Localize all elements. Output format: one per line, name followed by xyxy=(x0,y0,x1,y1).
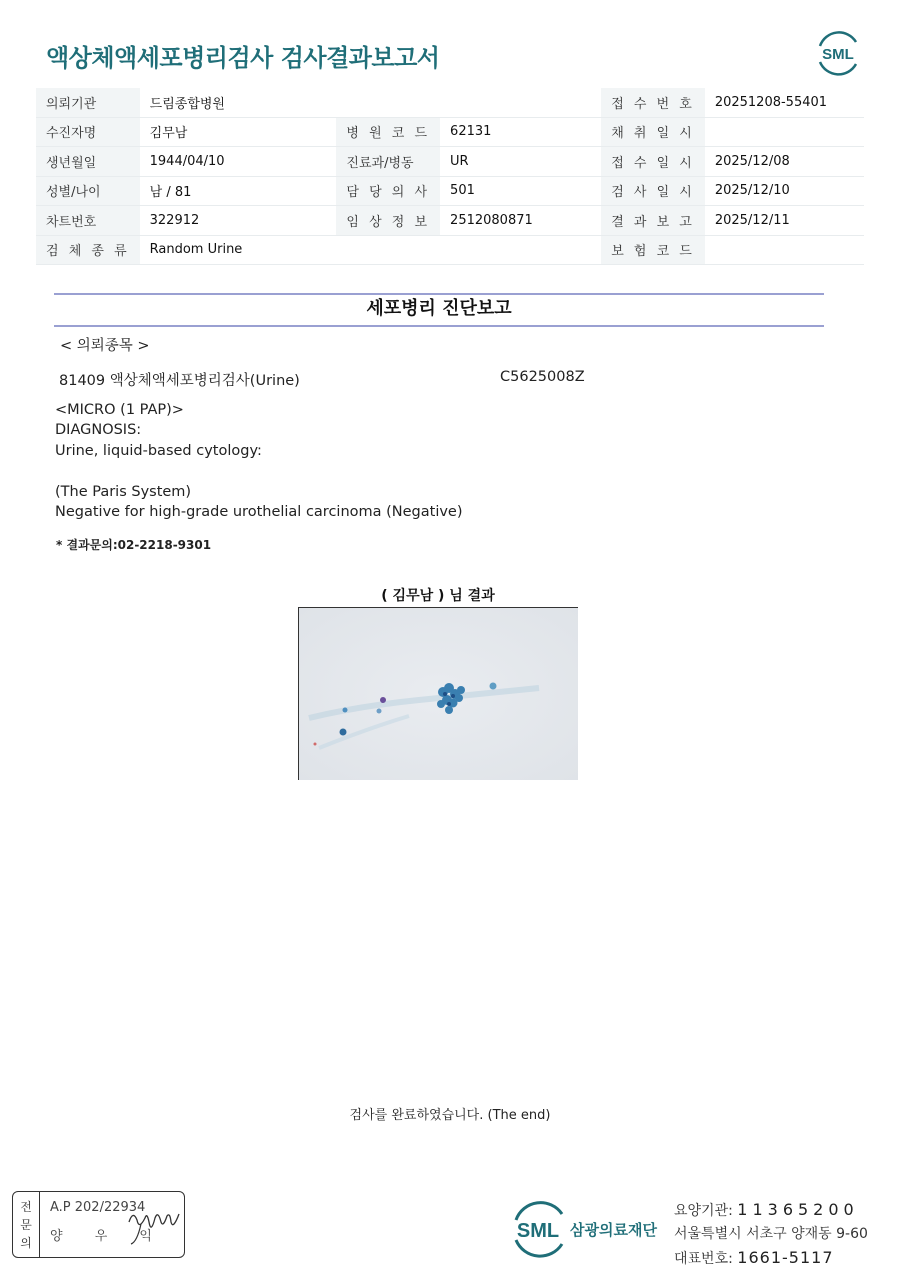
phone-label: 대표번호: xyxy=(674,1251,733,1267)
table-row xyxy=(36,117,864,147)
system-text: (The Paris System) xyxy=(55,484,192,500)
care-number-label: 요양기관: xyxy=(674,1203,733,1219)
table-row xyxy=(36,206,864,236)
order-heading: < 의뢰종목 > xyxy=(60,338,150,354)
phone-number: 1661-5117 xyxy=(737,1248,834,1267)
footer-info xyxy=(674,1198,868,1271)
info-label: 성별/나이 xyxy=(36,176,140,206)
pathologist-name: 양 우 익 xyxy=(50,1229,166,1244)
diagnosis-result: Negative for high-grade urothelial carcinoma (Negative) xyxy=(55,504,463,520)
info-value: UR xyxy=(440,147,601,177)
patient-info-table xyxy=(36,88,864,265)
page-title: 액상체액세포병리검사 검사결과보고서 xyxy=(46,44,440,72)
info-value: 20251208-55401 xyxy=(705,88,864,117)
signature xyxy=(125,1204,183,1248)
info-label: 검 사 일 시 xyxy=(601,176,705,206)
info-label: 의뢰기관 xyxy=(36,88,140,117)
info-value: 김무남 xyxy=(140,117,337,147)
info-value: 1944/04/10 xyxy=(140,147,337,177)
specimen-text: Urine, liquid-based cytology: xyxy=(55,443,262,459)
license-number: A.P 202/22934 xyxy=(50,1200,146,1215)
info-value: 2512080871 xyxy=(440,206,601,236)
info-label: 접 수 일 시 xyxy=(601,147,705,177)
address: 서울특별시 서초구 양재동 9-60 xyxy=(674,1226,868,1242)
diagnosis-label: DIAGNOSIS: xyxy=(55,422,142,438)
order-code: C5625008Z xyxy=(500,369,585,385)
info-value: 드림종합병원 xyxy=(140,88,440,117)
info-label: 검 체 종 류 xyxy=(36,235,140,265)
info-value: 501 xyxy=(440,176,601,206)
info-value xyxy=(705,235,864,265)
info-label: 채 취 일 시 xyxy=(601,117,705,147)
footer-logo-text: SML xyxy=(516,1220,560,1242)
table-row xyxy=(36,147,864,177)
image-caption: ( 김무남 ) 님 결과 xyxy=(381,588,495,604)
care-number: 11365200 xyxy=(737,1200,859,1219)
stamp-side-label xyxy=(13,1192,40,1257)
info-label: 수진자명 xyxy=(36,117,140,147)
table-row xyxy=(36,235,864,265)
foundation-name: 삼광의료재단 xyxy=(570,1221,657,1239)
info-label: 보 험 코 드 xyxy=(601,235,705,265)
info-value: Random Urine xyxy=(140,235,440,265)
info-label: 병 원 코 드 xyxy=(336,117,440,147)
info-value: 2025/12/08 xyxy=(705,147,864,177)
phone-line xyxy=(674,1246,868,1271)
stamp-side-char: 전 xyxy=(20,1199,32,1214)
section-divider xyxy=(54,325,824,327)
pathologist-stamp xyxy=(12,1191,185,1258)
info-label: 결 과 보 고 xyxy=(601,206,705,236)
sml-logo xyxy=(812,28,864,76)
inquiry-note: * 결과문의:02-2218-9301 xyxy=(56,538,212,552)
info-value: 남 / 81 xyxy=(140,176,337,206)
info-value: 62131 xyxy=(440,117,601,147)
info-value xyxy=(705,117,864,147)
info-label: 생년월일 xyxy=(36,147,140,177)
info-label: 차트번호 xyxy=(36,206,140,236)
micro-heading: <MICRO (1 PAP)> xyxy=(55,402,184,418)
info-label: 접 수 번 호 xyxy=(601,88,705,117)
order-item: 81409 액상체액세포병리검사(Urine) xyxy=(59,373,300,389)
section-title: 세포병리 진단보고 xyxy=(366,298,512,319)
sml-logo-text: SML xyxy=(822,46,854,63)
info-value: 2025/12/11 xyxy=(705,206,864,236)
info-value: 2025/12/10 xyxy=(705,176,864,206)
info-label: 임 상 정 보 xyxy=(336,206,440,236)
table-row xyxy=(36,176,864,206)
cytology-image xyxy=(298,607,578,780)
stamp-side-char: 의 xyxy=(20,1235,32,1250)
table-row xyxy=(36,88,864,117)
end-text: 검사를 완료하였습니다. (The end) xyxy=(349,1108,551,1123)
info-label: 진료과/병동 xyxy=(336,147,440,177)
info-label: 담 당 의 사 xyxy=(336,176,440,206)
info-value: 322912 xyxy=(140,206,337,236)
stamp-side-char: 문 xyxy=(20,1217,32,1232)
care-number-line xyxy=(674,1198,868,1223)
